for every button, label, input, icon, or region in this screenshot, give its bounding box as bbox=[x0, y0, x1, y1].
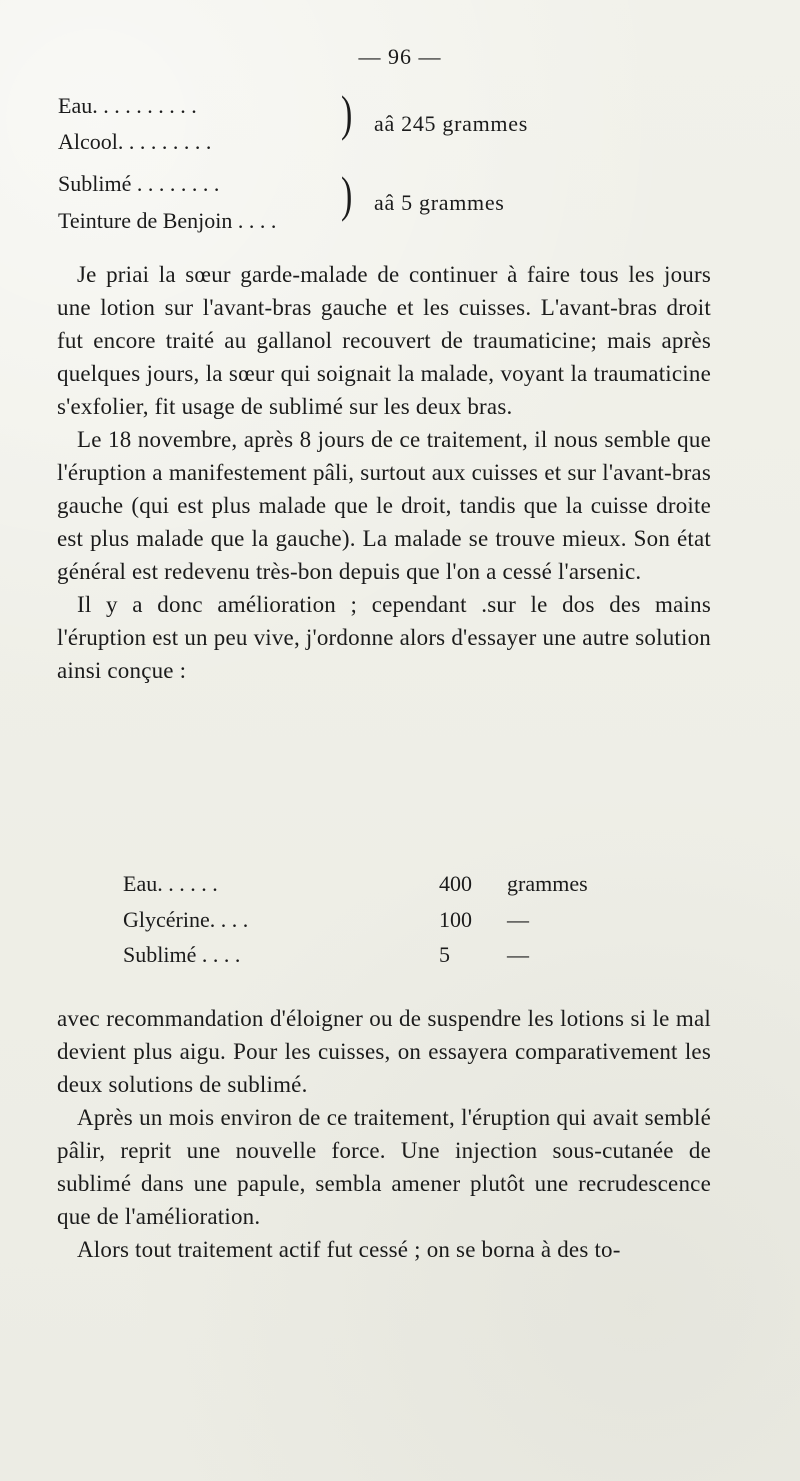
recipe2-unit-glycerine: — bbox=[507, 907, 529, 932]
paragraph-5: Après un mois environ de ce traitement, l'éruption qui avait semblé pâlir, reprit une nouvelle force. Une injection sous-cutanée de sublimé dans une papule, sembla amener plutôt une recrudescence que de l'amélioration. bbox=[57, 1105, 711, 1229]
recipe2-row-glycerine bbox=[123, 907, 603, 939]
recipe-line-sublime: Sublimé . . . . . . . . bbox=[58, 171, 220, 196]
first-recipe bbox=[58, 88, 678, 259]
recipe2-value-glycerine: 100 bbox=[439, 907, 472, 932]
paragraph-2: Le 18 novembre, après 8 jours de ce traitement, il nous semble que l'éruption a manifestement pâli, surtout aux cuisses et sur l'avant-bras gauche (qui est plus malade que le droit, tandis que la cuisse droite est plus malade que la gauche). La malade se trouve mieux. Son état général est redevenu très-bon depuis que l'on a cessé l'arsenic. bbox=[57, 427, 711, 584]
paragraph-4: avec recommandation d'éloigner ou de suspendre les lotions si le mal devient plus aigu. Pour les cuisses, on essayera comparativement les deux solutions de sublimé. bbox=[57, 1006, 711, 1097]
recipe2-name-eau: Eau. . . . . . bbox=[123, 871, 218, 896]
recipe2-row-sublime bbox=[123, 942, 603, 974]
main-paragraphs bbox=[57, 258, 711, 687]
paragraph-1: Je priai la sœur garde-malade de continuer à faire tous les jours une lotion sur l'avant-bras gauche et les cuisses. L'avant-bras droit fut encore traité au gallanol recouvert de traumaticine; mais après quelques jours, la sœur qui soignait la malade, voyant la traumaticine s'exfolier, fit usage de sublimé sur les deux bras. bbox=[57, 262, 711, 419]
recipe2-name-glycerine: Glycérine. . . . bbox=[123, 907, 249, 932]
paragraph-3: Il y a donc amélioration ; cependant .sur le dos des mains l'éruption est un peu vive, j'ordonne alors d'essayer une autre solution ainsi conçue : bbox=[57, 592, 711, 683]
page-number: — 96 — bbox=[358, 44, 442, 69]
recipe-line-eau: Eau. . . . . . . . . . bbox=[58, 93, 197, 118]
after-recipe-paragraphs bbox=[57, 1002, 711, 1266]
brace-two: ) bbox=[341, 169, 353, 223]
recipe2-value-eau: 400 bbox=[439, 871, 472, 896]
quantity-two: aâ 5 grammes bbox=[374, 190, 505, 215]
recipe-line-alcool: Alcool. . . . . . . . . bbox=[58, 129, 212, 154]
quantity-one: aâ 245 grammes bbox=[374, 111, 528, 136]
recipe2-unit-eau: grammes bbox=[507, 871, 588, 896]
second-recipe bbox=[123, 871, 623, 979]
recipe2-row-eau bbox=[123, 871, 603, 903]
recipe-line-benjoin: Teinture de Benjoin . . . . bbox=[58, 208, 277, 233]
recipe2-unit-sublime: — bbox=[507, 942, 529, 967]
paragraph-6: Alors tout traitement actif fut cessé ; on se borna à des to- bbox=[77, 1237, 621, 1262]
recipe2-value-sublime: 5 bbox=[439, 942, 450, 967]
brace-one: ) bbox=[341, 88, 353, 142]
recipe2-name-sublime: Sublimé . . . . bbox=[123, 942, 241, 967]
